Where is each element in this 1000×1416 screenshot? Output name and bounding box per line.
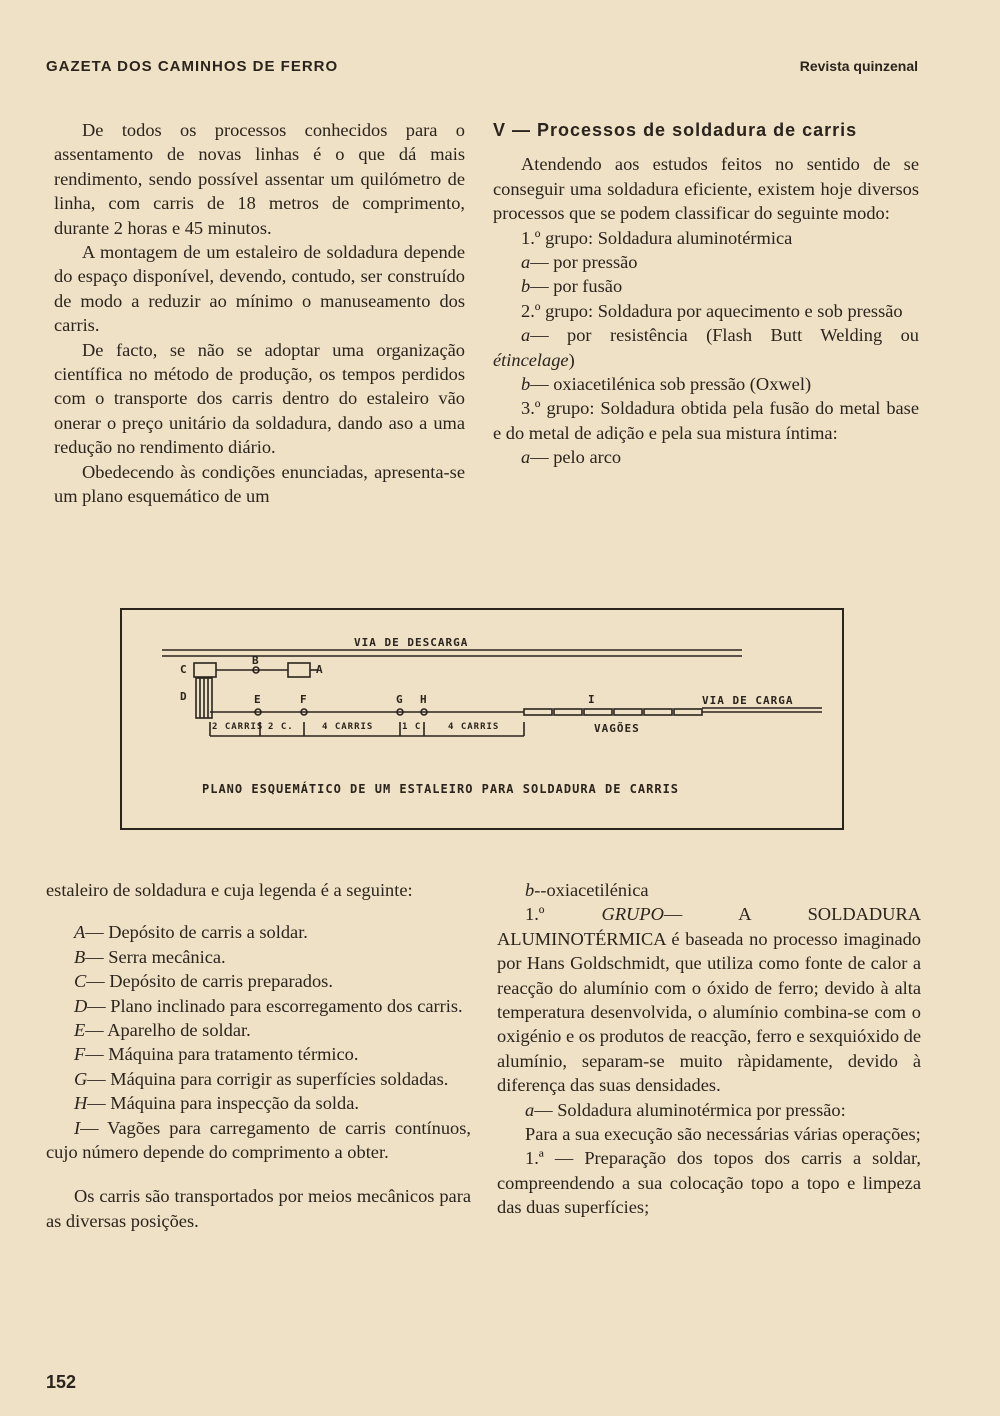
- item-text: — oxiacetilénica sob pressão (Oxwel): [530, 374, 812, 395]
- item-letter: b: [521, 276, 531, 297]
- item-text: ): [568, 349, 575, 370]
- group-1-line: 1.º grupo: Soldadura aluminotérmica: [521, 227, 793, 248]
- paragraph: Atendendo aos estudos feitos no sentido de se conseguir uma soldadura eficiente, existem hoje diversos processos que se podem classificar do seguinte modo:: [493, 154, 919, 224]
- legend-text: — Plano inclinado para escorregamento dos carris.: [87, 995, 463, 1016]
- legend-text: — Aparelho de soldar.: [85, 1020, 251, 1041]
- segment-label: 2 C.: [268, 722, 294, 732]
- legend-item: [46, 1067, 471, 1091]
- item-letter: a: [521, 447, 531, 468]
- legend-item: [46, 1042, 471, 1066]
- legend-text: — Serra mecânica.: [85, 946, 226, 967]
- paragraph: A montagem de um estaleiro de soldadura depende do espaço disponível, devendo, contudo, ser construído de modo a reduzir ao mínimo o manuseamento dos carris.: [54, 242, 465, 336]
- label-via-descarga: VIA DE DESCARGA: [354, 636, 469, 649]
- item-letter: a: [521, 325, 531, 346]
- item-letter: b: [521, 374, 531, 395]
- legend-text: — Máquina para tratamento térmico.: [85, 1044, 359, 1065]
- wagon: [644, 709, 672, 715]
- legend-text: — Depósito de carris a soldar.: [85, 922, 308, 943]
- running-header-title: GAZETA DOS CAMINHOS DE FERRO: [46, 58, 339, 75]
- legend-item: [46, 1091, 471, 1115]
- legend-key: I: [74, 1117, 81, 1138]
- item-text: — por resistência (Flash Butt Welding ou: [530, 325, 919, 346]
- paragraph: — A SOLDADURA ALUMINOTÉRMICA é baseada no processo imaginado por Hans Goldschmidt, que utiliza como fonte de calor a reacção do alumínio com o óxido de ferro; devido à alta temperatura desenvolvida, o alumínio combina-se com o oxigénio e os produtos de reacção, ferro e sexquióxido de alumínio, separam-se muito ràpidamente, devido à diferença das suas densidades.: [497, 904, 921, 1096]
- legend-key: B: [74, 946, 86, 967]
- legend-text: — Depósito de carris preparados.: [86, 971, 333, 992]
- label-i: I: [588, 693, 596, 706]
- segment-label: 4 CARRIS: [448, 722, 500, 732]
- item-letter: b: [525, 880, 535, 900]
- page-number: 152: [46, 1372, 77, 1392]
- segment-label: 4 CARRIS: [322, 722, 374, 732]
- label-h: H: [420, 693, 428, 706]
- wagon: [614, 709, 642, 715]
- legend-item: [46, 969, 471, 993]
- wagon: [674, 709, 702, 715]
- group-2-line: 2.º grupo: Soldadura por aquecimento e sob pressão: [521, 300, 903, 321]
- depot-a-box: [288, 663, 310, 677]
- label-c: C: [180, 663, 188, 676]
- item-text: — por fusão: [530, 276, 623, 297]
- paragraph: De facto, se não se adoptar uma organização científica no método de produção, os tempos perdidos com o transporte dos carris dentro do estaleiro vão onerar o preço unitário da soldadura, dando aso a uma redução no rendimento diário.: [54, 339, 465, 458]
- legend-text: — Máquina para corrigir as superfícies soldadas.: [87, 1068, 449, 1089]
- item-text: --oxiacetilénica: [534, 880, 649, 900]
- wagon: [524, 709, 552, 715]
- legend-item: [46, 945, 471, 969]
- top-right-column: [493, 118, 919, 470]
- figure-caption: PLANO ESQUEMÁTICO DE UM ESTALEIRO PARA SOLDADURA DE CARRIS: [202, 782, 680, 796]
- group-3-line: 3.º grupo: Soldadura obtida pela fusão do metal base e do metal de adição e pela sua mistura íntima:: [493, 398, 919, 443]
- bottom-right-column: [497, 878, 921, 1220]
- bottom-left-column: [46, 878, 471, 1233]
- yard-plan-figure: [120, 608, 844, 830]
- label-f: F: [300, 693, 308, 706]
- item-text: — Soldadura aluminotérmica por pressão:: [534, 1099, 846, 1120]
- label-vagoes: VAGÕES: [594, 722, 640, 735]
- wagon: [584, 709, 612, 715]
- paragraph: Para a sua execução são necessárias várias operações;: [525, 1124, 921, 1145]
- legend-text: — Vagões para carregamento de carris contínuos, cujo número depende do comprimento a obter.: [46, 1117, 471, 1163]
- item-text: — por pressão: [530, 252, 638, 273]
- legend-key: E: [74, 1020, 86, 1041]
- label-e: E: [254, 693, 262, 706]
- item-italic: étincelage: [493, 349, 569, 370]
- running-header-subtitle: Revista quinzenal: [799, 58, 918, 74]
- legend-item: [46, 1018, 471, 1042]
- paragraph: Os carris são transportados por meios mecânicos para as diversas posições.: [46, 1186, 471, 1231]
- label-b: B: [252, 654, 260, 667]
- wagons-chain: [524, 709, 702, 715]
- legend-item: [46, 920, 471, 944]
- label-d: D: [180, 690, 188, 703]
- item-letter: a: [525, 1099, 535, 1120]
- label-a: A: [316, 663, 324, 676]
- legend-key: F: [74, 1044, 86, 1065]
- paragraph: Obedecendo às condições enunciadas, apresenta-se um plano esquemático de um: [54, 461, 465, 507]
- label-via-carga: VIA DE CARGA: [702, 694, 794, 707]
- top-left-column: [54, 118, 465, 509]
- paragraph: estaleiro de soldadura e cuja legenda é a seguinte:: [46, 880, 413, 900]
- legend-key: A: [74, 922, 86, 943]
- group-number: 1.º: [525, 904, 545, 925]
- item-letter: a: [521, 252, 531, 273]
- group-word: GRUPO: [601, 904, 664, 925]
- segment-label: 2 CARRIS: [212, 722, 264, 732]
- paragraph: De todos os processos conhecidos para o assentamento de novas linhas é o que dá mais rendimento, sendo possível assentar um quilómetro de linha, com carris de 18 metros de comprimento, durante 2 horas e 45 minutos.: [54, 120, 465, 238]
- legend-key: C: [74, 971, 87, 992]
- legend-item: [46, 1116, 471, 1165]
- segment-label: 1 C.: [402, 722, 428, 732]
- legend-key: G: [74, 1068, 88, 1089]
- paragraph: 1.ª — Preparação dos topos dos carris a soldar, compreendendo a sua colocação topo a topo e limpeza das duas superfícies;: [497, 1148, 921, 1218]
- legend-key: D: [74, 995, 88, 1016]
- wagon: [554, 709, 582, 715]
- item-text: — pelo arco: [530, 447, 622, 468]
- depot-c-box: [194, 663, 216, 677]
- legend-list: [46, 920, 471, 1164]
- legend-text: — Máquina para inspecção da solda.: [87, 1093, 359, 1114]
- section-title: V — Processos de soldadura de carris: [493, 120, 858, 140]
- legend-key: H: [74, 1093, 88, 1114]
- legend-item: [46, 994, 471, 1018]
- label-g: G: [396, 693, 404, 706]
